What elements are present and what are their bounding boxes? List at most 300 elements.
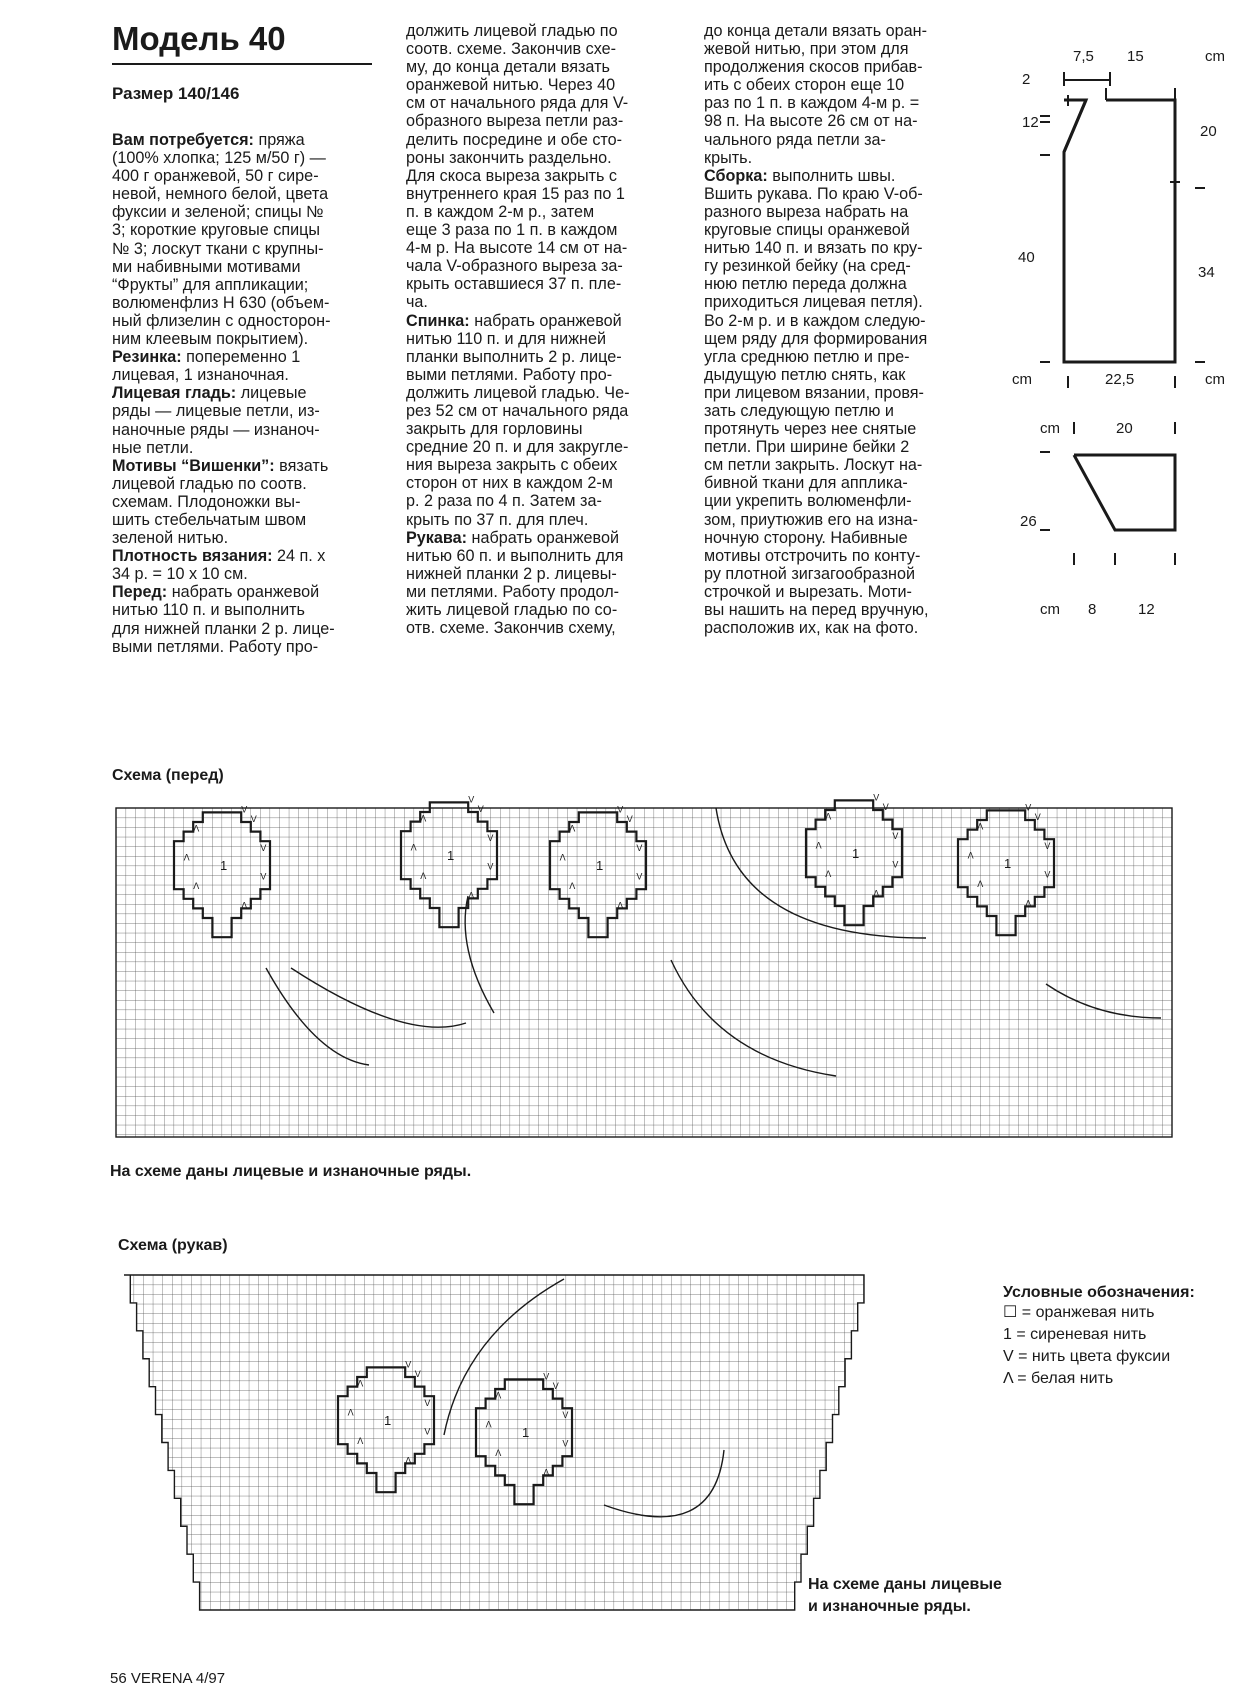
- section-heading: Лицевая гладь:: [112, 384, 241, 403]
- text-line: [112, 583, 372, 601]
- legend-symbol: 1: [1003, 1326, 1012, 1343]
- body-text: нижней планки 2 р. лицевы-: [406, 564, 617, 583]
- body-text: при лицевом вязании, провя-: [704, 383, 924, 402]
- body-text: зать следующую петлю и: [704, 401, 894, 420]
- body-text: выполнить швы.: [772, 166, 896, 185]
- body-text: “Фрукты” для аппликации;: [112, 275, 309, 294]
- stitch-mark: Λ: [815, 840, 822, 851]
- stitch-mark: V: [562, 1438, 569, 1449]
- section-heading: Рукава:: [406, 528, 472, 547]
- text-line: [704, 22, 968, 40]
- text-line: [112, 149, 372, 167]
- pattern-diagrams: [1010, 40, 1250, 630]
- body-text: шить стебельчатым швом: [112, 510, 307, 529]
- text-line: [704, 131, 968, 149]
- text-line: [406, 601, 668, 619]
- text-line: [704, 366, 968, 384]
- body-text: рез 52 см от начального ряда: [406, 401, 629, 420]
- body-text: невой, немного белой, цвета: [112, 185, 329, 204]
- body-text: бивной ткани для апплика-: [704, 474, 908, 493]
- body-text: внутреннего края 15 раз по 1: [406, 184, 625, 203]
- front-bottom-unit-right: cm: [1205, 371, 1225, 388]
- legend-symbol: Λ: [1003, 1370, 1013, 1387]
- text-line: [704, 438, 968, 456]
- text-line: [704, 547, 968, 565]
- section-heading: Резинка:: [112, 348, 187, 367]
- body-text: ми петлями. Работу продол-: [406, 582, 620, 601]
- body-text: 34 р. = 10 х 10 см.: [112, 565, 248, 584]
- body-text: круговые спицы оранжевой: [704, 221, 910, 240]
- front-chart-grid: [116, 808, 1172, 1137]
- text-line: [704, 275, 968, 293]
- sleeve-chart-note: [808, 1574, 1002, 1618]
- text-line: [112, 348, 372, 366]
- text-line: [704, 492, 968, 510]
- legend-item: [1003, 1324, 1195, 1346]
- text-line: [406, 474, 668, 492]
- stitch-mark: Λ: [967, 850, 974, 861]
- legend-text: = сиреневая нить: [1011, 1326, 1147, 1343]
- body-text: до конца детали вязать оран-: [704, 22, 927, 40]
- legend-item: [1003, 1368, 1195, 1390]
- text-line: [704, 330, 968, 348]
- front-label-12: 12: [1022, 114, 1039, 131]
- text-line: [704, 402, 968, 420]
- body-text: раз по 1 п. в каждом 4-м р. =: [704, 94, 920, 113]
- front-label-20: 20: [1200, 123, 1217, 140]
- body-text: отв. схеме. Закончив схему,: [406, 619, 616, 638]
- text-line: [112, 421, 372, 439]
- sleeve-pattern: [1040, 422, 1175, 565]
- text-line: [406, 239, 668, 257]
- body-text: мотивы отстрочить по конту-: [704, 546, 921, 565]
- stitch-mark: Λ: [193, 823, 200, 834]
- stitch-mark: Λ: [617, 900, 624, 911]
- stitch-mark: Λ: [193, 881, 200, 892]
- text-column-1: [112, 131, 372, 656]
- text-line: [112, 547, 372, 565]
- front-label-40: 40: [1018, 249, 1035, 266]
- body-text: угла среднюю петлю и пре-: [704, 347, 910, 366]
- legend-title: Условные обозначения:: [1003, 1284, 1195, 1301]
- text-line: [704, 185, 968, 203]
- sleeve-chart-grid: [124, 1275, 864, 1610]
- stitch-mark: V: [892, 830, 899, 841]
- body-text: должить лицевой гладью по: [406, 22, 618, 40]
- stitch-mark: V: [636, 842, 643, 853]
- text-line: [704, 456, 968, 474]
- stitch-mark: V: [1034, 812, 1041, 822]
- sleeve-top-width: 20: [1116, 420, 1133, 437]
- body-text: Для скоса выреза закрыть с: [406, 166, 618, 185]
- stitch-mark: V: [636, 871, 643, 882]
- body-text: протянуть через нее снятые: [704, 420, 917, 439]
- body-text: гу резинкой бейку (на сред-: [704, 257, 911, 276]
- text-line: [112, 240, 372, 258]
- title-underline: [112, 63, 372, 65]
- text-line: [406, 348, 668, 366]
- body-text: жить лицевой гладью по со-: [406, 601, 618, 619]
- section-heading: Мотивы “Вишенки”:: [112, 456, 280, 475]
- body-text: 400 г оранжевой, 50 г сире-: [112, 167, 319, 186]
- stitch-mark: Λ: [495, 1448, 502, 1459]
- body-text: продолжения скосов прибав-: [704, 58, 923, 77]
- front-label-34: 34: [1198, 264, 1215, 281]
- stitch-mark: Λ: [241, 900, 248, 911]
- text-line: [406, 58, 668, 76]
- text-line: [112, 475, 372, 493]
- stitch-mark: Λ: [825, 811, 832, 822]
- stitch-mark: V: [241, 804, 248, 815]
- text-line: [112, 203, 372, 221]
- section-heading: Сборка:: [704, 166, 773, 185]
- front-chart-heading: Схема (перед): [112, 767, 224, 784]
- body-text: набрать оранжевой: [471, 528, 619, 547]
- body-text: нитью 110 п. и выполнить: [112, 601, 305, 620]
- text-line: [406, 420, 668, 438]
- text-line: [406, 529, 668, 547]
- text-line: [406, 402, 668, 420]
- stitch-mark: Λ: [420, 871, 427, 882]
- legend-text: = белая нить: [1012, 1370, 1114, 1387]
- legend-text: = оранжевая нить: [1017, 1304, 1155, 1321]
- body-text: му, до конца детали вязать: [406, 58, 610, 77]
- sleeve-top-unit: cm: [1040, 420, 1060, 437]
- legend: [1003, 1284, 1195, 1390]
- body-text: ить с обеих сторон еще 10: [704, 76, 905, 95]
- stitch-mark: Λ: [347, 1407, 354, 1418]
- stitch-mark: V: [873, 792, 880, 803]
- text-line: [112, 366, 372, 384]
- text-line: [406, 149, 668, 167]
- text-line: [704, 601, 968, 619]
- body-text: для нижней планки 2 р. лице-: [112, 619, 335, 638]
- front-bottom-unit-left: cm: [1012, 371, 1032, 388]
- page-footer: 56 VERENA 4/97: [110, 1670, 226, 1687]
- text-line: [704, 529, 968, 547]
- body-text: дыдущую петлю снять, как: [704, 365, 906, 384]
- body-text: п. в каждом 2-м р., затем: [406, 202, 595, 221]
- body-text: средние 20 п. и для закругле-: [406, 438, 629, 457]
- text-line: [704, 511, 968, 529]
- front-width-neck: 7,5: [1073, 48, 1094, 65]
- body-text: ные петли.: [112, 438, 194, 457]
- text-line: [406, 619, 668, 637]
- stitch-mark: V: [543, 1371, 550, 1382]
- body-text: см петли закрыть. Лоскут на-: [704, 456, 923, 475]
- text-line: [112, 511, 372, 529]
- text-line: [704, 565, 968, 583]
- front-label-2: 2: [1022, 71, 1031, 88]
- body-text: делить посредине и обе сто-: [406, 130, 623, 149]
- text-line: [704, 58, 968, 76]
- text-line: [704, 474, 968, 492]
- text-line: [112, 221, 372, 239]
- body-text: (100% хлопка; 125 м/50 г) —: [112, 149, 326, 168]
- body-text: расположив их, как на фото.: [704, 619, 919, 638]
- text-line: [112, 330, 372, 348]
- stitch-mark: V: [405, 1359, 412, 1370]
- stitch-mark: V: [617, 804, 624, 815]
- text-line: [704, 583, 968, 601]
- stitch-mark: Λ: [357, 1436, 364, 1447]
- stitch-mark: V: [260, 871, 267, 882]
- section-heading: Перед:: [112, 583, 172, 602]
- legend-items: [1003, 1302, 1195, 1390]
- text-line: [406, 22, 668, 40]
- body-text: выми петлями. Работу про-: [406, 365, 613, 384]
- body-text: 4-м р. На высоте 14 см от на-: [406, 239, 628, 258]
- body-text: петли. При ширине бейки 2: [704, 438, 910, 457]
- text-line: [406, 94, 668, 112]
- section-heading: Вам потребуется:: [112, 131, 259, 149]
- stitch-mark: Λ: [183, 852, 190, 863]
- stitch-mark: Λ: [977, 879, 984, 890]
- motif-symbol: 1: [852, 846, 860, 861]
- stitch-mark: Λ: [357, 1378, 364, 1389]
- body-text: Вшить рукава. По краю V-об-: [704, 184, 923, 203]
- text-line: [704, 293, 968, 311]
- body-text: схемам. Плодоножки вы-: [112, 492, 301, 511]
- body-text: фуксии и зеленой; спицы №: [112, 203, 324, 222]
- body-text: набрать оранжевой: [474, 311, 622, 330]
- sleeve-height: 26: [1020, 513, 1037, 530]
- body-text: крыть.: [704, 148, 753, 167]
- text-line: [704, 420, 968, 438]
- text-line: [406, 131, 668, 149]
- stitch-mark: V: [882, 802, 889, 812]
- text-line: [112, 457, 372, 475]
- text-line: [112, 384, 372, 402]
- stitch-mark: V: [477, 804, 484, 814]
- text-line: [112, 439, 372, 457]
- body-text: ми набивными мотивами: [112, 257, 301, 276]
- legend-symbol: ☐: [1003, 1304, 1018, 1321]
- body-text: жевой нитью, при этом для: [704, 40, 909, 59]
- stitch-mark: Λ: [1025, 898, 1032, 909]
- body-text: ный флизелин с односторон-: [112, 311, 331, 330]
- text-line: [406, 312, 668, 330]
- front-bottom-width: 22,5: [1105, 371, 1135, 388]
- text-line: [406, 456, 668, 474]
- body-text: нитью 110 п. и для нижней: [406, 329, 607, 348]
- motif-symbol: 1: [384, 1413, 392, 1428]
- stitch-mark: Λ: [825, 869, 832, 880]
- body-text: ния выреза закрыть с обеих: [406, 456, 618, 475]
- body-text: чала V-образного выреза за-: [406, 257, 623, 276]
- stitch-mark: V: [414, 1369, 421, 1379]
- sleeve-chart: [124, 1275, 864, 1610]
- stitch-mark: V: [250, 814, 257, 824]
- text-line: [112, 276, 372, 294]
- text-line: [704, 203, 968, 221]
- body-text: ру плотной зигзагообразной: [704, 564, 916, 583]
- body-text: № 3; лоскут ткани с крупны-: [112, 239, 324, 258]
- text-line: [704, 239, 968, 257]
- body-text: образного выреза петли раз-: [406, 112, 624, 131]
- stitch-mark: V: [1025, 802, 1032, 813]
- body-text: крыть оставшиеся 37 п. пле-: [406, 275, 622, 294]
- text-line: [406, 40, 668, 58]
- text-line: [406, 257, 668, 275]
- body-text: р. 2 раза по 4 п. Затем за-: [406, 492, 602, 511]
- text-line: [704, 312, 968, 330]
- text-line: [112, 620, 372, 638]
- text-line: [406, 366, 668, 384]
- body-text: планки выполнить 2 р. лице-: [406, 347, 622, 366]
- motif-symbol: 1: [596, 858, 604, 873]
- body-text: ночную сторону. Набивные: [704, 528, 908, 547]
- stitch-mark: Λ: [873, 888, 880, 899]
- text-line: [704, 619, 968, 637]
- body-text: выми петлями. Работу про-: [112, 637, 319, 656]
- motif-symbol: 1: [1004, 856, 1012, 871]
- body-text: оранжевой нитью. Через 40: [406, 76, 616, 95]
- body-text: см от начального ряда для V-: [406, 94, 629, 113]
- text-line: [406, 438, 668, 456]
- text-line: [112, 493, 372, 511]
- stitch-mark: V: [424, 1426, 431, 1437]
- text-line: [406, 275, 668, 293]
- stitch-mark: Λ: [559, 852, 566, 863]
- body-text: наночные ряды — изнаноч-: [112, 420, 320, 439]
- body-text: 3; короткие круговые спицы: [112, 221, 321, 240]
- body-text: пряжа: [258, 131, 305, 149]
- text-line: [704, 76, 968, 94]
- stitch-mark: V: [562, 1409, 569, 1420]
- body-text: разного выреза набрать на: [704, 202, 909, 221]
- stitch-mark: Λ: [495, 1390, 502, 1401]
- body-text: закрыть для горловины: [406, 420, 583, 439]
- front-chart-note: На схеме даны лицевые и изнаночные ряды.: [110, 1163, 472, 1180]
- stitch-mark: V: [1044, 840, 1051, 851]
- body-text: нитью 140 п. и вязать по кру-: [704, 239, 923, 258]
- text-line: [704, 40, 968, 58]
- legend-item: [1003, 1346, 1195, 1368]
- front-width-shoulder: 15: [1127, 48, 1144, 65]
- stitch-mark: Λ: [569, 823, 576, 834]
- stitch-mark: Λ: [420, 813, 427, 824]
- text-line: [704, 167, 968, 185]
- body-text: зом, приутюжив его на изна-: [704, 510, 918, 529]
- body-text: сторон от них в каждом 2-м: [406, 474, 613, 493]
- legend-symbol: V: [1003, 1348, 1014, 1365]
- body-text: ним клеевым покрытием).: [112, 330, 309, 349]
- body-text: вы нашить на перед вручную,: [704, 601, 929, 619]
- stitch-mark: Λ: [468, 890, 475, 901]
- legend-item: [1003, 1302, 1195, 1324]
- motif-symbol: 1: [447, 848, 455, 863]
- body-text: еще 3 раза по 1 п. в каждом: [406, 221, 618, 240]
- body-text: попеременно 1: [186, 348, 301, 367]
- stitch-mark: V: [260, 842, 267, 853]
- text-line: [112, 167, 372, 185]
- text-line: [704, 94, 968, 112]
- body-text: лицевая, 1 изнаночная.: [112, 366, 289, 385]
- text-line: [406, 185, 668, 203]
- text-line: [406, 112, 668, 130]
- stitch-mark: Λ: [485, 1419, 492, 1430]
- text-line: [112, 312, 372, 330]
- text-line: [406, 221, 668, 239]
- text-line: [704, 348, 968, 366]
- sleeve-chart-heading: Схема (рукав): [118, 1237, 228, 1254]
- body-text: набрать оранжевой: [171, 583, 320, 602]
- text-line: [406, 583, 668, 601]
- page-title: Модель 40: [112, 20, 286, 57]
- sleeve-bottom-right: 12: [1138, 601, 1155, 618]
- text-line: [112, 601, 372, 619]
- sleeve-note-line-2: и изнаночные ряды.: [808, 1598, 971, 1615]
- text-line: [704, 384, 968, 402]
- body-text: строчкой и вырезать. Моти-: [704, 582, 912, 601]
- text-line: [704, 149, 968, 167]
- body-text: должить лицевой гладью. Че-: [406, 383, 630, 402]
- body-text: нюю петлю переда должна: [704, 275, 907, 294]
- body-text: щем ряду для формирования: [704, 329, 928, 348]
- sleeve-note-line-1: На схеме даны лицевые: [808, 1576, 1002, 1593]
- text-line: [112, 565, 372, 583]
- body-text: 24 п. х: [277, 547, 326, 566]
- stitch-mark: Λ: [405, 1455, 412, 1466]
- text-line: [704, 112, 968, 130]
- stitch-mark: Λ: [977, 821, 984, 832]
- text-line: [406, 547, 668, 565]
- sleeve-bottom-left: 8: [1088, 601, 1097, 618]
- text-line: [112, 131, 372, 149]
- body-text: ции укрепить волюменфли-: [704, 492, 912, 511]
- motif-symbol: 1: [220, 858, 228, 873]
- body-text: Во 2-м р. и в каждом следую-: [704, 311, 926, 330]
- stitch-mark: Λ: [543, 1467, 550, 1478]
- stitch-mark: V: [424, 1397, 431, 1408]
- body-text: зеленой нитью.: [112, 529, 229, 548]
- text-line: [112, 258, 372, 276]
- front-top-unit: cm: [1205, 48, 1225, 65]
- text-column-3: [704, 22, 968, 637]
- text-line: [406, 293, 668, 311]
- text-line: [406, 330, 668, 348]
- text-line: [112, 294, 372, 312]
- text-line: [406, 203, 668, 221]
- text-line: [704, 257, 968, 275]
- text-line: [406, 565, 668, 583]
- text-line: [112, 402, 372, 420]
- text-line: [406, 492, 668, 510]
- body-text: вязать: [279, 456, 329, 475]
- text-line: [704, 221, 968, 239]
- section-heading: Спинка:: [406, 311, 475, 330]
- stitch-mark: V: [892, 859, 899, 870]
- section-heading: Плотность вязания:: [112, 547, 278, 566]
- text-line: [406, 76, 668, 94]
- front-chart: [116, 792, 1172, 1138]
- body-text: роны закончить раздельно.: [406, 148, 612, 167]
- body-text: лицевые: [240, 384, 307, 403]
- stitch-mark: V: [487, 861, 494, 872]
- stitch-mark: V: [1044, 869, 1051, 880]
- stitch-mark: V: [468, 794, 475, 805]
- front-pattern: [1010, 72, 1205, 388]
- motif-symbol: 1: [522, 1425, 530, 1440]
- body-text: ча.: [406, 293, 428, 312]
- size-label: Размер 140/146: [112, 84, 240, 103]
- sleeve-bottom-unit: cm: [1040, 601, 1060, 618]
- text-column-2: [406, 22, 668, 637]
- stitch-mark: Λ: [569, 881, 576, 892]
- body-text: ряды — лицевые петли, из-: [112, 402, 320, 421]
- body-text: чального ряда петли за-: [704, 130, 886, 149]
